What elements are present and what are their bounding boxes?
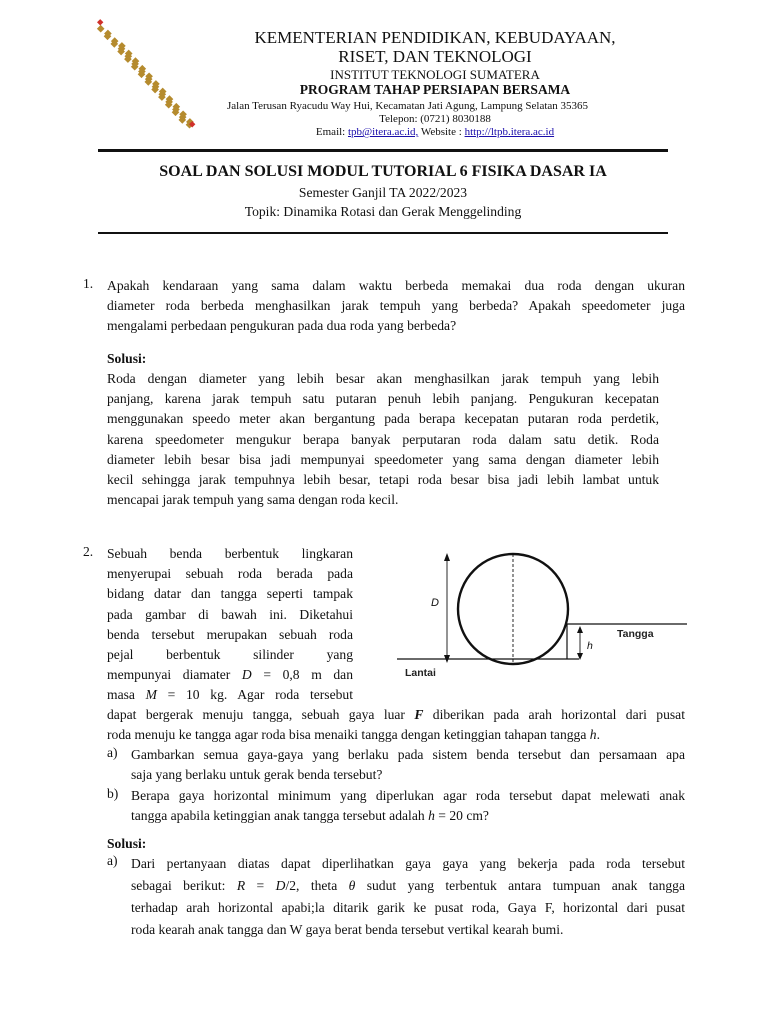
q2-full-a: dapat bergerak menuju tangga, sebuah gaya luar bbox=[107, 707, 415, 722]
sub-b-label: b) bbox=[107, 786, 119, 801]
q1-solusi-text bbox=[107, 369, 659, 510]
phone: Telepon: (0721) 8030188 bbox=[379, 113, 491, 125]
sub-b-line bbox=[131, 806, 685, 826]
q2-diam-a: mempunyai diamater bbox=[107, 667, 242, 683]
var-h: h bbox=[428, 808, 435, 824]
sol-a-label: a) bbox=[107, 853, 118, 868]
website-label: Website : bbox=[418, 126, 465, 138]
q1-solusi-line: karena speedometer mengukur berapa banyak perputaran roda dalam satu detik. Roda bbox=[107, 431, 659, 447]
email-label: Email: bbox=[315, 126, 348, 138]
q1-solusi-line: Roda dengan diameter yang lebih besar akan menghasilkan jarak tempuh yang lebih bbox=[107, 371, 659, 386]
q1-solusi-label: Solusi: bbox=[107, 351, 147, 366]
var-R: R bbox=[236, 878, 246, 893]
height-arrowhead-top bbox=[577, 626, 583, 633]
program-name: PROGRAM TAHAP PERSIAPAN BERSAMA bbox=[299, 82, 571, 97]
q2-line: Sebuah benda berbentuk lingkaran bbox=[107, 546, 353, 561]
sub-a-text bbox=[131, 745, 685, 785]
sol-a-line: roda kearah anak tangga dan W gaya berat benda tersebut vertikal kearah bumi. bbox=[131, 922, 564, 937]
website-link[interactable]: http://ltpb.itera.ac.id bbox=[464, 126, 555, 138]
label-lantai: Lantai bbox=[405, 667, 436, 679]
question-2-number: 2. bbox=[83, 544, 94, 559]
sub-a-label: a) bbox=[107, 745, 118, 760]
diameter-arrowhead-top bbox=[444, 553, 450, 561]
sol-a-eq: = bbox=[245, 878, 276, 893]
sub-a-line: saja yang berlaku untuk gerak benda tersebut? bbox=[131, 767, 383, 783]
ministry-line-1: KEMENTERIAN PENDIDIKAN, KEBUDAYAAN, bbox=[254, 28, 616, 47]
sub-b-line2b: = 20 cm? bbox=[434, 808, 489, 824]
q1-line: diameter roda berbeda menghasilkan jarak tempuh yang berbeda? Apakah speedometer juga bbox=[107, 298, 685, 314]
var-D: D bbox=[241, 667, 252, 683]
q2-line: benda tersebut merupakan sebuah roda bbox=[107, 626, 353, 642]
question-2-full-text bbox=[107, 705, 685, 745]
q2-line bbox=[107, 665, 353, 685]
sub-b-line2a: tangga apabila ketinggian anak tangga tersebut adalah bbox=[131, 808, 429, 824]
contact-line bbox=[200, 126, 670, 138]
title-rule bbox=[98, 232, 668, 234]
document-title: SOAL DAN SOLUSI MODUL TUTORIAL 6 FISIKA DASAR IA bbox=[159, 163, 607, 180]
wheel-step-figure bbox=[395, 548, 695, 683]
institute-name: INSTITUT TEKNOLOGI SUMATERA bbox=[330, 67, 540, 82]
q2-line: menyerupai sebuah roda berada pada bbox=[107, 566, 353, 582]
sol-a-line2b: /2, theta bbox=[285, 878, 349, 893]
semester-line: Semester Ganjil TA 2022/2023 bbox=[298, 185, 468, 200]
logo-accent bbox=[97, 19, 103, 25]
email-link[interactable]: tpb@itera.ac.id, bbox=[347, 126, 419, 138]
logo-tile bbox=[97, 25, 105, 33]
q1-solusi-line: mencapai jarak tempuh yang sama dengan roda kecil. bbox=[107, 492, 399, 508]
q1-solusi-line: panjang, karena jarak tempuh satu putaran penuh lebih panjang. Pengukuran kecepatan bbox=[107, 391, 659, 407]
sol-a-line2a: sebagai berikut: bbox=[131, 878, 237, 893]
sol-a-line bbox=[131, 875, 685, 897]
var-F: F bbox=[414, 707, 424, 722]
q1-solusi-line: diameter lebih besar bisa jadi mempunyai speedometer yang sama dengan diameter lebih bbox=[107, 451, 659, 467]
sub-b-text bbox=[131, 786, 685, 826]
address: Jalan Terusan Ryacudu Way Hui, Kecamatan Jati Agung, Lampung Selatan 35365 bbox=[227, 100, 589, 112]
q2-diam-b: = 0,8 m dan bbox=[251, 667, 353, 683]
q2-line bbox=[107, 685, 353, 705]
topic-line: Topik: Dinamika Rotasi dan Gerak Menggelinding bbox=[244, 204, 522, 219]
q2-full2-a: roda menuju ke tangga agar roda bisa menaiki tangga dengan ketinggian tahapan tangga bbox=[107, 727, 590, 743]
question-1-number: 1. bbox=[83, 276, 94, 291]
label-D: D bbox=[431, 597, 439, 609]
q2-full-b: diberikan pada arah horizontal dari pusat bbox=[423, 707, 685, 722]
var-M: M bbox=[145, 687, 157, 703]
q2-line: bidang datar dan tangga seperti tampak bbox=[107, 586, 353, 602]
q2-mass-a: masa bbox=[107, 687, 146, 703]
sol-a-text bbox=[131, 853, 685, 941]
q1-solusi-line: kecil sehingga jarak tempuhnya lebih besar, tetapi roda besar bisa jadi lebih lambat untuk bbox=[107, 472, 659, 488]
q2-solusi-label: Solusi: bbox=[107, 836, 147, 851]
question-1-text bbox=[107, 276, 685, 337]
q1-line: mengalami perbedaan pengukuran pada dua roda yang berbeda? bbox=[107, 318, 457, 334]
q1-line: Apakah kendaraan yang sama dalam waktu berbeda memakai dua roda dengan ukuran bbox=[107, 278, 685, 293]
var-D: D bbox=[275, 878, 286, 893]
q2-line: pada gambar di bawah ini. Diketahui bbox=[107, 606, 353, 622]
q2-full2-b: . bbox=[596, 727, 600, 743]
sol-a-line2c: sudut yang terbentuk antara tumpuan anak tangga bbox=[355, 878, 685, 893]
header-rule bbox=[98, 149, 668, 152]
q2-line bbox=[107, 725, 685, 745]
sub-a-line: Gambarkan semua gaya-gaya yang berlaku pada sistem benda tersebut dan persamaan apa bbox=[131, 747, 685, 762]
sol-a-line: terhadap arah horizontal apabi;la ditarik garik ke pusat roda, Gaya F, horizontal dari pusat bbox=[131, 900, 685, 915]
q2-mass-b: = 10 kg. Agar roda tersebut bbox=[156, 687, 353, 703]
var-h: h bbox=[589, 727, 597, 743]
ministry-line-2: RISET, DAN TEKNOLOGI bbox=[338, 47, 532, 66]
sub-b-line: Berapa gaya horizontal minimum yang diperlukan agar roda tersebut dapat melewati anak bbox=[131, 788, 685, 803]
question-2-left-text bbox=[107, 544, 353, 706]
q2-line: pejal berbentuk silinder yang bbox=[107, 647, 353, 663]
sol-a-line: Dari pertanyaan diatas dapat diperlihatkan gaya gaya yang bekerja pada roda tersebut bbox=[131, 856, 685, 871]
var-theta: θ bbox=[348, 878, 356, 893]
itera-logo bbox=[92, 18, 202, 138]
q2-line bbox=[107, 705, 685, 725]
label-h: h bbox=[587, 640, 593, 652]
q1-solusi-line: menggunakan speedo meter akan bergantung pada berapa kecepatan putaran roda perdetik, bbox=[107, 411, 659, 427]
label-tangga: Tangga bbox=[617, 628, 654, 640]
wheel-step-diagram bbox=[395, 548, 695, 683]
